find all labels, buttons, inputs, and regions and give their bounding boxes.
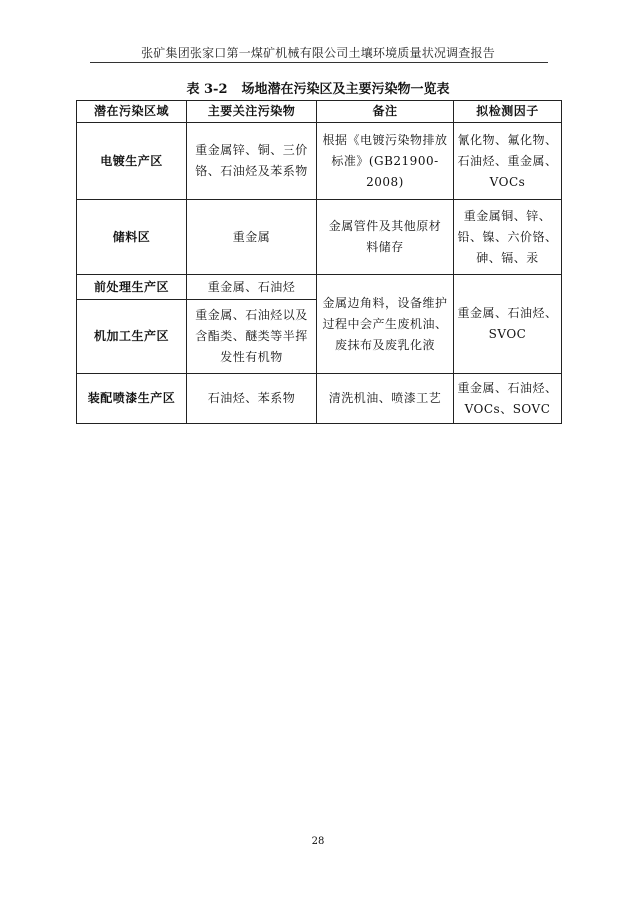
factors-cell: 重金属、石油烃、 VOCs、SOVC	[454, 374, 562, 424]
document-header: 张矿集团张家口第一煤矿机械有限公司土壤环境质量状况调查报告	[141, 46, 495, 60]
column-header-factors: 拟检测因子	[454, 101, 562, 123]
factors-cell: 氰化物、氟化物、 石油烃、重金属、 VOCs	[454, 123, 562, 200]
pollutants-cell: 重金属锌、铜、三价 铬、石油烃及苯系物	[187, 123, 317, 200]
pollutants-cell: 石油烃、苯系物	[187, 374, 317, 424]
table-caption	[0, 78, 636, 97]
remark-cell: 金属管件及其他原材 料储存	[317, 200, 454, 275]
area-cell: 储料区	[77, 200, 187, 275]
table-row	[77, 275, 562, 300]
page-number: 28	[311, 836, 325, 847]
pollutants-cell: 重金属、石油烃	[187, 275, 317, 300]
column-header-remark: 备注	[317, 101, 454, 123]
pollutants-cell: 重金属	[187, 200, 317, 275]
table-row	[77, 374, 562, 424]
table-title: 场地潜在污染区及主要污染物一览表	[241, 82, 450, 97]
column-header-pollutants: 主要关注污染物	[187, 101, 317, 123]
merged-remark-cell: 金属边角料，设备维护 过程中会产生废机油、 废抹布及废乳化液	[317, 275, 454, 374]
table-row	[77, 200, 562, 275]
pollutants-cell: 重金属、石油烃以及 含酯类、醚类等半挥 发性有机物	[187, 300, 317, 374]
remark-cell: 根据《电镀污染物排放 标准》(GB21900-2008)	[317, 123, 454, 200]
remark-cell: 清洗机油、喷漆工艺	[317, 374, 454, 424]
header-rule	[90, 62, 548, 63]
area-cell: 装配喷漆生产区	[77, 374, 187, 424]
table-number: 表 3-2	[186, 82, 228, 97]
merged-factors-cell: 重金属、石油烃、 SVOC	[454, 275, 562, 374]
table-header-row	[77, 101, 562, 123]
area-cell: 机加工生产区	[77, 300, 187, 374]
area-cell: 电镀生产区	[77, 123, 187, 200]
table-row	[77, 123, 562, 200]
area-cell: 前处理生产区	[77, 275, 187, 300]
column-header-area: 潜在污染区域	[77, 101, 187, 123]
factors-cell: 重金属铜、锌、 铅、镍、六价铬、 砷、镉、汞	[454, 200, 562, 275]
pollution-table	[76, 100, 562, 424]
